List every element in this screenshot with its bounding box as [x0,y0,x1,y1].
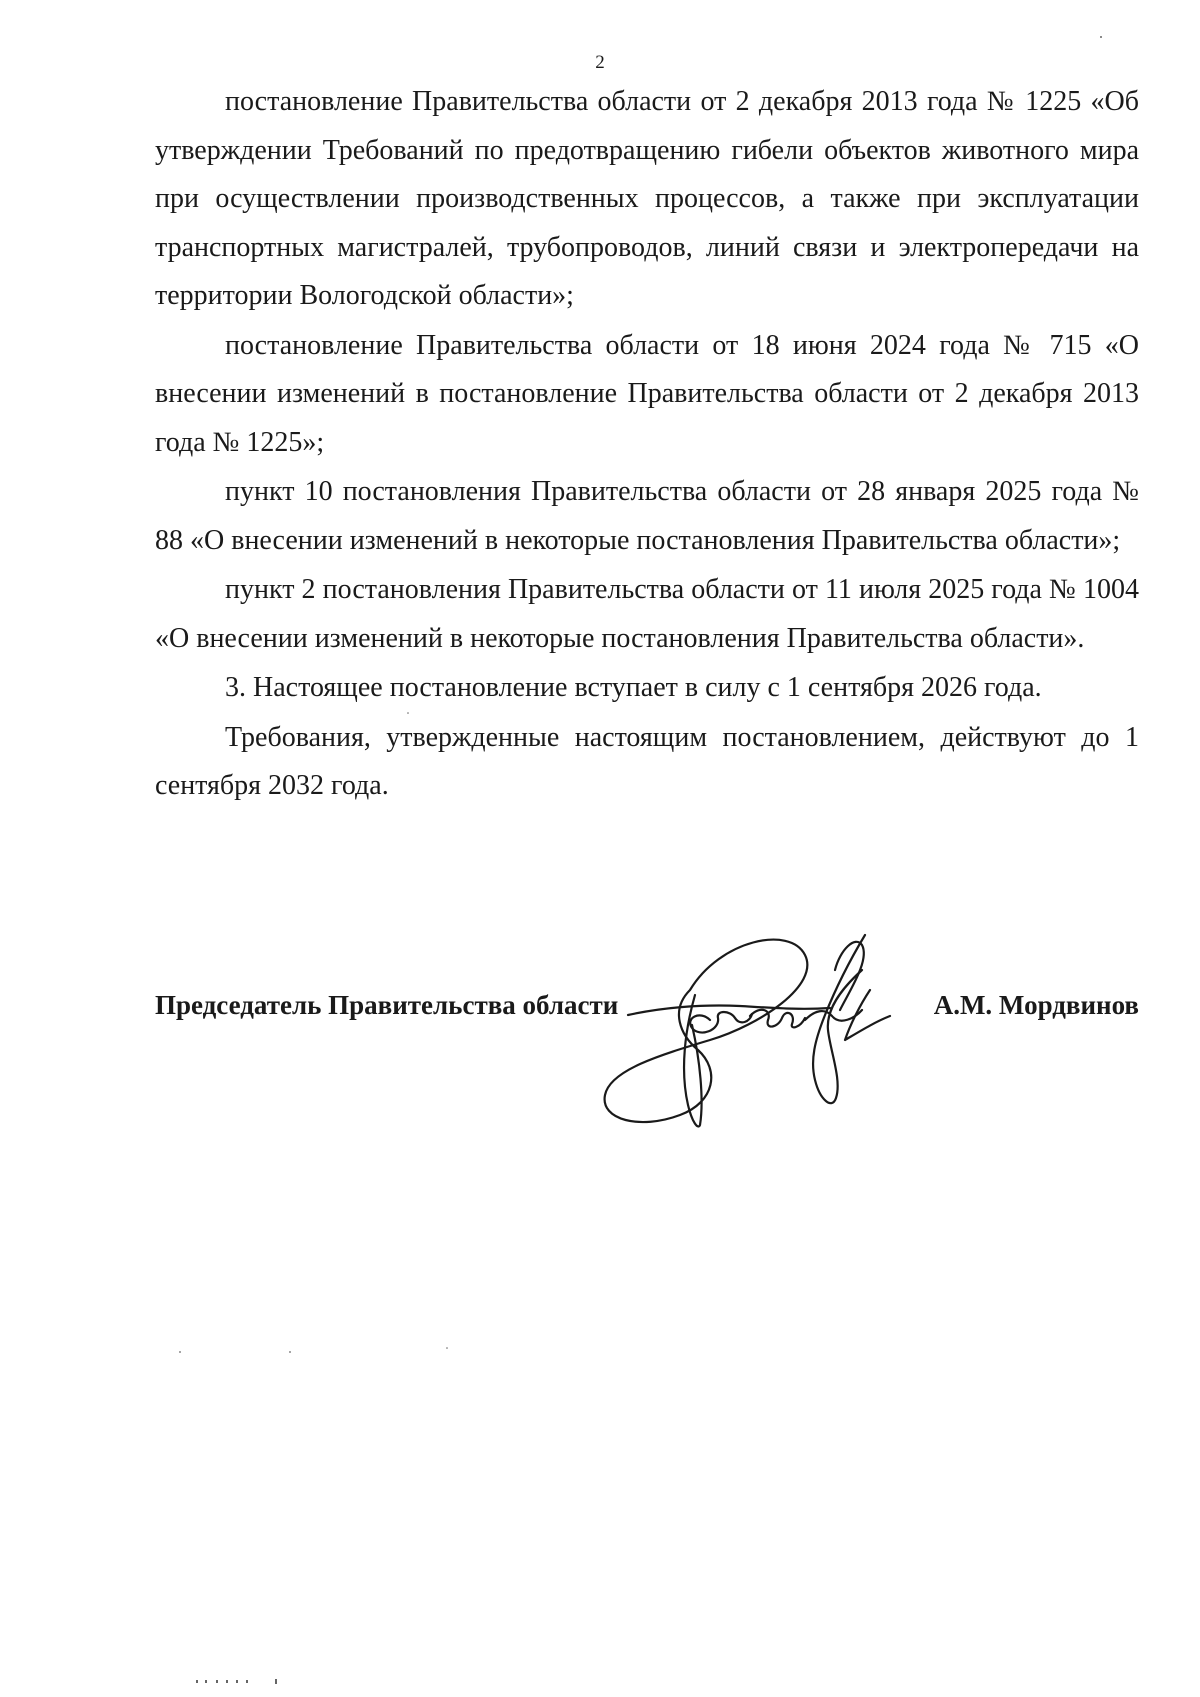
paragraph-requirements-validity: Требования, утвержденные настоящим постановлением, действуют до 1 сентября 2032 года. [155,721,1139,801]
paragraph-item-2: пункт 2 постановления Правительства области от 11 июля 2025 года № 1004 «О внесении изменений в некоторые постановления Правительства области». [155,574,1139,654]
paragraph-resolution-715: постановление Правительства области от 18 июня 2024 года № 715 «О внесении изменений в постановление Правительства области от 2 декабря 2013 года № 1225»; [155,329,1139,458]
handwritten-signature [600,930,960,1135]
page-number: 2 [595,52,605,73]
signatory-name: А.М. Мордвинов [933,990,1139,1020]
paragraph-item-10: пункт 10 постановления Правительства области от 28 января 2025 года № 88 «О внесении изменений в некоторые постановления Правительства области»; [155,476,1139,556]
signatory-title: Председатель Правительства области [155,990,619,1020]
paragraph-resolution-1225: постановление Правительства области от 2 декабря 2013 года № 1225 «Об утверждении Требований по предотвращению гибели объектов животного мира при осуществлении производственных процессов, а также при эксплуатации транспортных магистралей, трубопроводов, линий связи и электропередачи на территории Вологодской области»; [155,86,1139,311]
paragraph-effective-date: 3. Настоящее постановление вступает в силу с 1 сентября 2026 года. [225,672,1042,703]
document-body [155,78,1139,811]
